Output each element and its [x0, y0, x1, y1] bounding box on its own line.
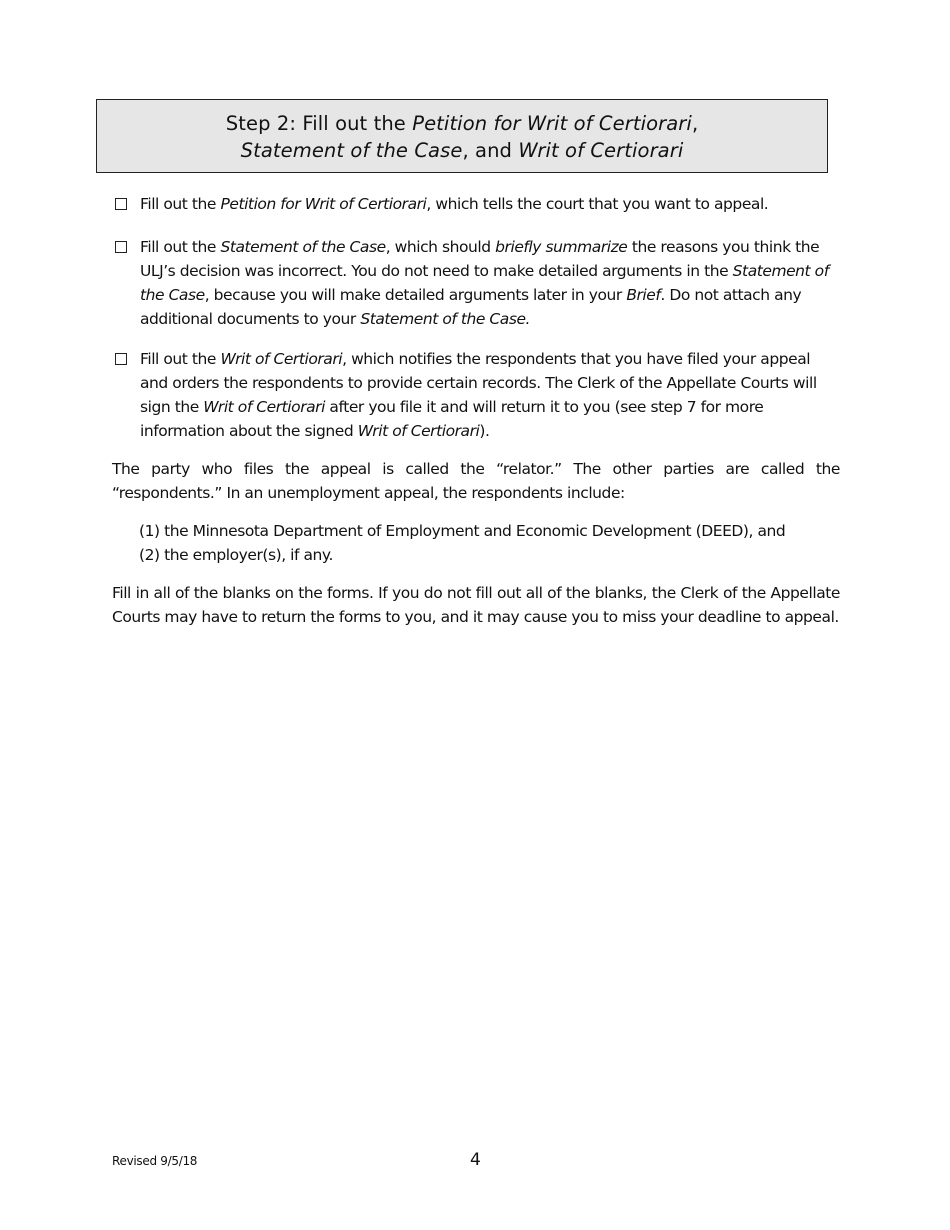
parties-paragraph: The party who files the appeal is called the “relator.” The other parties are called the “respondents.” In an unemployment appeal, the respondents include:: [112, 460, 840, 502]
blanks-paragraph: Fill in all of the blanks on the forms. If you do not fill out all of the blanks, the Clerk of the Appellate Courts may have to return the forms to you, and it may cause you to miss your deadline to appeal.: [112, 584, 840, 626]
checklist-item-writ: Fill out the Writ of Certiorari, which notifies the respondents that you have filed your appeal and orders the respondents to provide certain records. The Clerk of the Appellate Courts will sign the Writ of Certiorari after you file it and will return it to you (see step 7 for more information about the signed Writ of Certiorari).: [112, 347, 840, 443]
page-number: 4: [470, 1150, 481, 1170]
respondents-list: [112, 519, 840, 567]
page-content: [112, 192, 840, 629]
list-item: (2) the employer(s), if any.: [139, 546, 333, 564]
checkbox-icon[interactable]: [115, 353, 127, 365]
revised-date: Revised 9/5/18: [112, 1154, 198, 1168]
checkbox-icon[interactable]: [115, 241, 127, 253]
list-item: (1) the Minnesota Department of Employment and Economic Development (DEED), and: [139, 522, 786, 540]
checklist-item-statement: Fill out the Statement of the Case, which should briefly summarize the reasons you think the ULJ’s decision was incorrect. You do not need to make detailed arguments in the Statement of the Case, because you will make detailed arguments later in your Brief. Do not attach any additional documents to your Statement of the Case.: [112, 235, 840, 331]
step-header: [96, 99, 828, 173]
step-header-line-1: Step 2: Fill out the Petition for Writ of Certiorari,: [225, 112, 699, 135]
checkbox-icon[interactable]: [115, 198, 127, 210]
checklist-item-petition: Fill out the Petition for Writ of Certiorari, which tells the court that you want to appeal.: [112, 192, 840, 216]
step-header-line-2: Statement of the Case, and Writ of Certiorari: [240, 139, 684, 162]
